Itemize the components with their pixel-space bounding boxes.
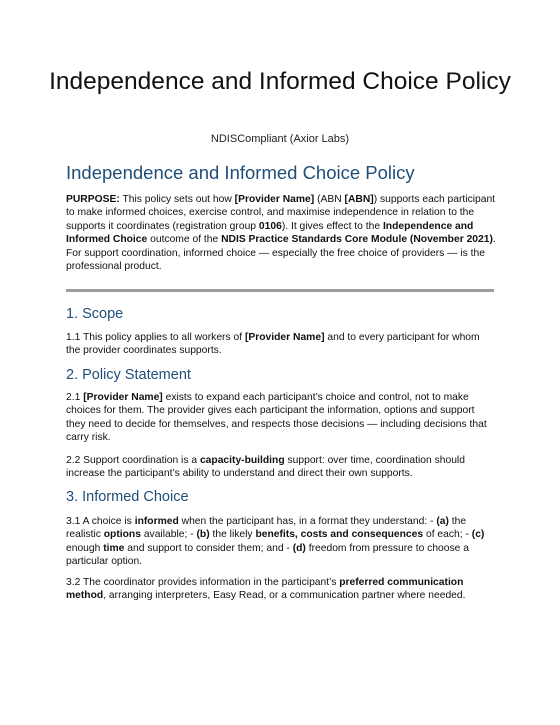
list-marker: (a) bbox=[436, 516, 449, 527]
paragraph-text: the likely bbox=[209, 529, 256, 541]
paragraph-text: 1.1 This policy applies to all workers of bbox=[66, 332, 245, 343]
paragraph-text: 3.1 A choice is bbox=[66, 516, 135, 527]
emphasis-text: options bbox=[103, 529, 141, 541]
abn-placeholder: [ABN] bbox=[344, 194, 374, 205]
informed-choice-heading: 3. Informed Choice bbox=[66, 489, 189, 505]
scope-paragraph-1-1 bbox=[66, 331, 496, 358]
paragraph-text: 2.1 bbox=[66, 392, 84, 403]
paragraph-text: of each; - bbox=[423, 529, 472, 541]
emphasis-text: informed bbox=[134, 516, 179, 527]
purpose-text: outcome of the bbox=[147, 234, 222, 246]
document-subtitle: NDISCompliant (Axior Labs) bbox=[210, 133, 350, 145]
purpose-text: (ABN bbox=[314, 194, 345, 205]
provider-name-placeholder: [Provider Name] bbox=[244, 332, 325, 343]
list-marker: (b) bbox=[196, 529, 210, 541]
paragraph-text: , arranging interpreters, Easy Read, or a communication partner where needed. bbox=[103, 590, 466, 602]
document-title: Independence and Informed Choice Policy bbox=[49, 68, 511, 95]
purpose-text: ). It gives effect to the bbox=[281, 220, 383, 232]
purpose-label: PURPOSE: bbox=[66, 194, 120, 205]
paragraph-text: support: over time, coordination should increase the participant’s ability to understand and direct their own supports. bbox=[66, 455, 465, 480]
purpose-paragraph bbox=[66, 193, 496, 273]
list-marker: (d) bbox=[292, 542, 306, 554]
emphasis-text: time bbox=[103, 542, 125, 554]
statement-paragraph-2-1 bbox=[66, 391, 496, 445]
policy-heading: Independence and Informed Choice Policy bbox=[66, 162, 415, 183]
section-divider bbox=[66, 289, 494, 292]
paragraph-text: 2.2 Support coordination is a bbox=[66, 455, 200, 466]
paragraph-text: available; - bbox=[140, 529, 197, 541]
standards-name: NDIS Practice Standards Core Module (November 2021) bbox=[221, 234, 493, 246]
paragraph-text: and support to consider them; and - bbox=[124, 542, 293, 554]
purpose-text: . For support coordination, informed choice — especially the free choice of providers — is the professional product. bbox=[66, 234, 496, 273]
scope-heading: 1. Scope bbox=[66, 306, 124, 322]
emphasis-text: capacity-building bbox=[199, 455, 285, 466]
list-marker: (c) bbox=[471, 529, 485, 541]
purpose-text: This policy sets out how bbox=[119, 194, 235, 205]
emphasis-text: preferred communication method bbox=[66, 577, 464, 602]
statement-paragraph-2-2 bbox=[66, 454, 496, 481]
paragraph-text: and to every participant for whom the provider coordinates supports. bbox=[66, 332, 480, 357]
provider-name-placeholder: [Provider Name] bbox=[234, 194, 315, 205]
outcome-name: Independence and Informed Choice bbox=[66, 220, 474, 246]
paragraph-text: the realistic bbox=[66, 516, 467, 541]
provider-name-placeholder: [Provider Name] bbox=[83, 392, 163, 403]
emphasis-text: benefits, costs and consequences bbox=[255, 529, 424, 541]
informed-paragraph-3-1 bbox=[66, 515, 496, 569]
paragraph-text: freedom from pressure to choose a particular option. bbox=[66, 542, 469, 568]
paragraph-text: exists to expand each participant’s choice and control, not to make choices for them. The provider gives each participant the information, options and support they need to decide for themselves, and respects those decisions — including decisions that carry risk. bbox=[66, 392, 487, 444]
informed-paragraph-3-2 bbox=[66, 576, 496, 603]
paragraph-text: 3.2 The coordinator provides information in the participant’s bbox=[66, 577, 340, 588]
policy-statement-heading: 2. Policy Statement bbox=[66, 367, 191, 383]
registration-group: 0106 bbox=[258, 220, 282, 232]
purpose-text: ) supports each participant to make informed choices, exercise control, and maximise independence in relation to the supports it coordinates (registration group bbox=[66, 194, 496, 232]
paragraph-text: enough bbox=[66, 542, 104, 554]
paragraph-text: when the participant has, in a format they understand: - bbox=[178, 516, 437, 527]
